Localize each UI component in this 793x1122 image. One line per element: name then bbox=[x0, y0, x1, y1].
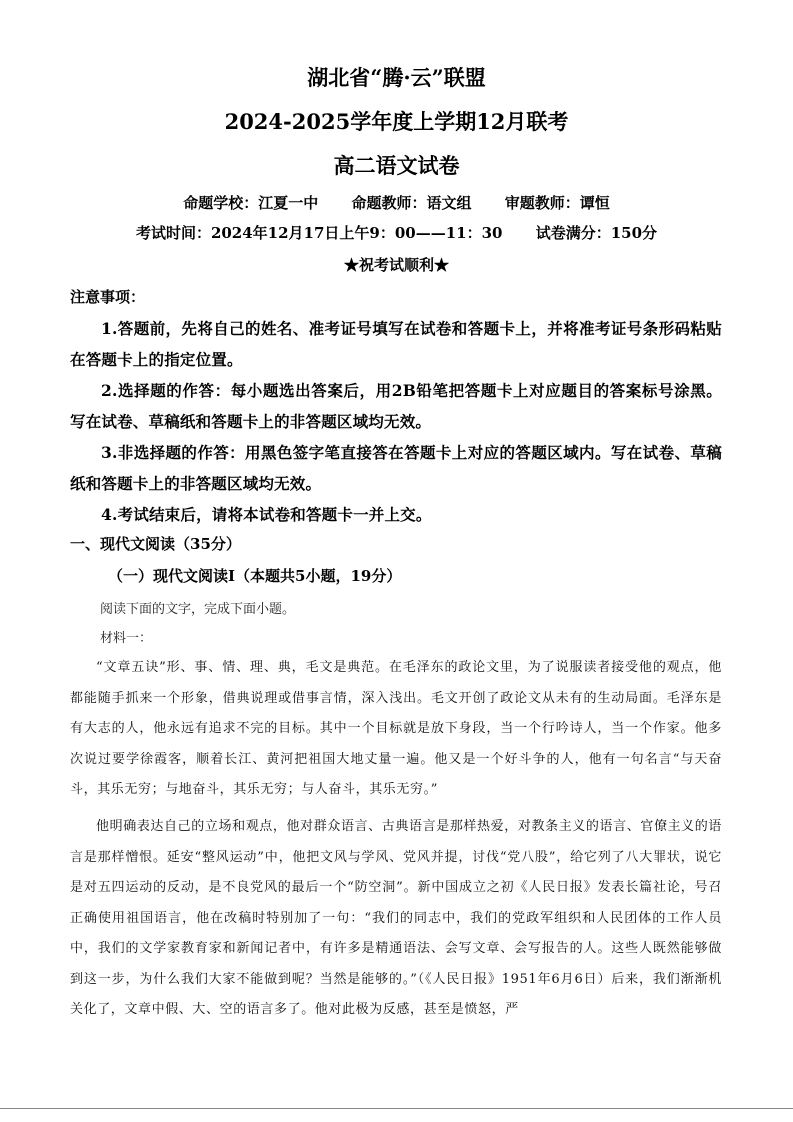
time-line bbox=[0, 222, 793, 243]
author-line bbox=[0, 192, 793, 213]
exam-title: 2024-2025学年度上学期12月联考 bbox=[224, 109, 569, 134]
teacher-label: 命题教师：语文组 bbox=[351, 194, 472, 212]
notice-item: 4.考试结束后，请将本试卷和答题卡一并上交。 bbox=[101, 505, 432, 524]
alliance-title: 湖北省“腾·云”联盟 bbox=[307, 65, 486, 90]
material-label: 材料一： bbox=[100, 631, 153, 646]
notice-heading: 注意事项： bbox=[70, 288, 146, 306]
notice-item: 3.非选择题的作答：用黑色签字笔直接答在答题卡上对应的答题区域内。写在试卷、草稿纸和答题卡上的非答题区域均无效。 bbox=[70, 443, 722, 493]
notice-item: 2.选择题的作答：每小题选出答案后，用2B铅笔把答题卡上对应题目的答案标号涂黑。写在试卷、草稿纸和答题卡上的非答题区域均无效。 bbox=[70, 381, 722, 431]
section-heading: 一、现代文阅读（35分） bbox=[70, 535, 241, 553]
reviewer-label: 审题教师：谭恒 bbox=[504, 194, 610, 212]
subsection-heading: （一）现代文阅读Ⅰ（本题共5小题，19分） bbox=[108, 567, 402, 585]
school-label: 命题学校：江夏一中 bbox=[183, 194, 319, 212]
good-luck-line: ★祝考试顺利★ bbox=[343, 256, 449, 274]
paper-title: 高二语文试卷 bbox=[333, 153, 460, 178]
material-paragraph: “文章五诀”形、事、情、理、典，毛文是典范。在毛泽东的政论文里，为了说服读者接受他的观点，他都能随手抓来一个形象，借典说理或借事言情，深入浅出。毛文开创了政论文从未有的生动局面。毛泽东是有大志的人，他永远有追求不完的目标。其中一个目标就是放下身段，当一个行吟诗人，当一个作家。他多次说过要学徐霞客，顺着长江、黄河把祖国大地丈量一遍。他又是一个好斗争的人，他有一句名言“与天奋斗，其乐无穷；与地奋斗，其乐无穷；与人奋斗，其乐无穷。” bbox=[70, 660, 722, 797]
reading-instruction: 阅读下面的文字，完成下面小题。 bbox=[100, 602, 296, 617]
page-bottom-rule bbox=[0, 1108, 793, 1109]
full-score: 试卷满分：150分 bbox=[535, 224, 658, 242]
material-paragraph: 他明确表达自己的立场和观点，他对群众语言、古典语言是那样热爱，对教条主义的语言、官僚主义的语言是那样憎恨。延安“整风运动”中，他把文风与学风、党风并提，讨伐“党八股”，给它列了八大罪状，说它是对五四运动的反动，是不良党风的最后一个“防空洞”。新中国成立之初《人民日报》发表长篇社论，号召正确使用祖国语言，他在改稿时特别加了一句：“我们的同志中，我们的党政军组织和人民团体的工作人员中，我们的文学家教育家和新闻记者中，有许多是精通语法、会写文章、会写报告的人。这些人既然能够做到这一步，为什么我们大家不能做到呢？当然是能够的。”（《人民日报》1951年6月6日）后来，我们渐渐机关化了，文章中假、大、空的语言多了。他对此极为反感，甚至是愤怒，严 bbox=[70, 819, 722, 1017]
exam-time: 考试时间：2024年12月17日上午9：00——11：30 bbox=[135, 224, 503, 242]
notice-item: 1.答题前，先将自己的姓名、准考证号填写在试卷和答题卡上，并将准考证号条形码粘贴在答题卡上的指定位置。 bbox=[70, 319, 722, 369]
